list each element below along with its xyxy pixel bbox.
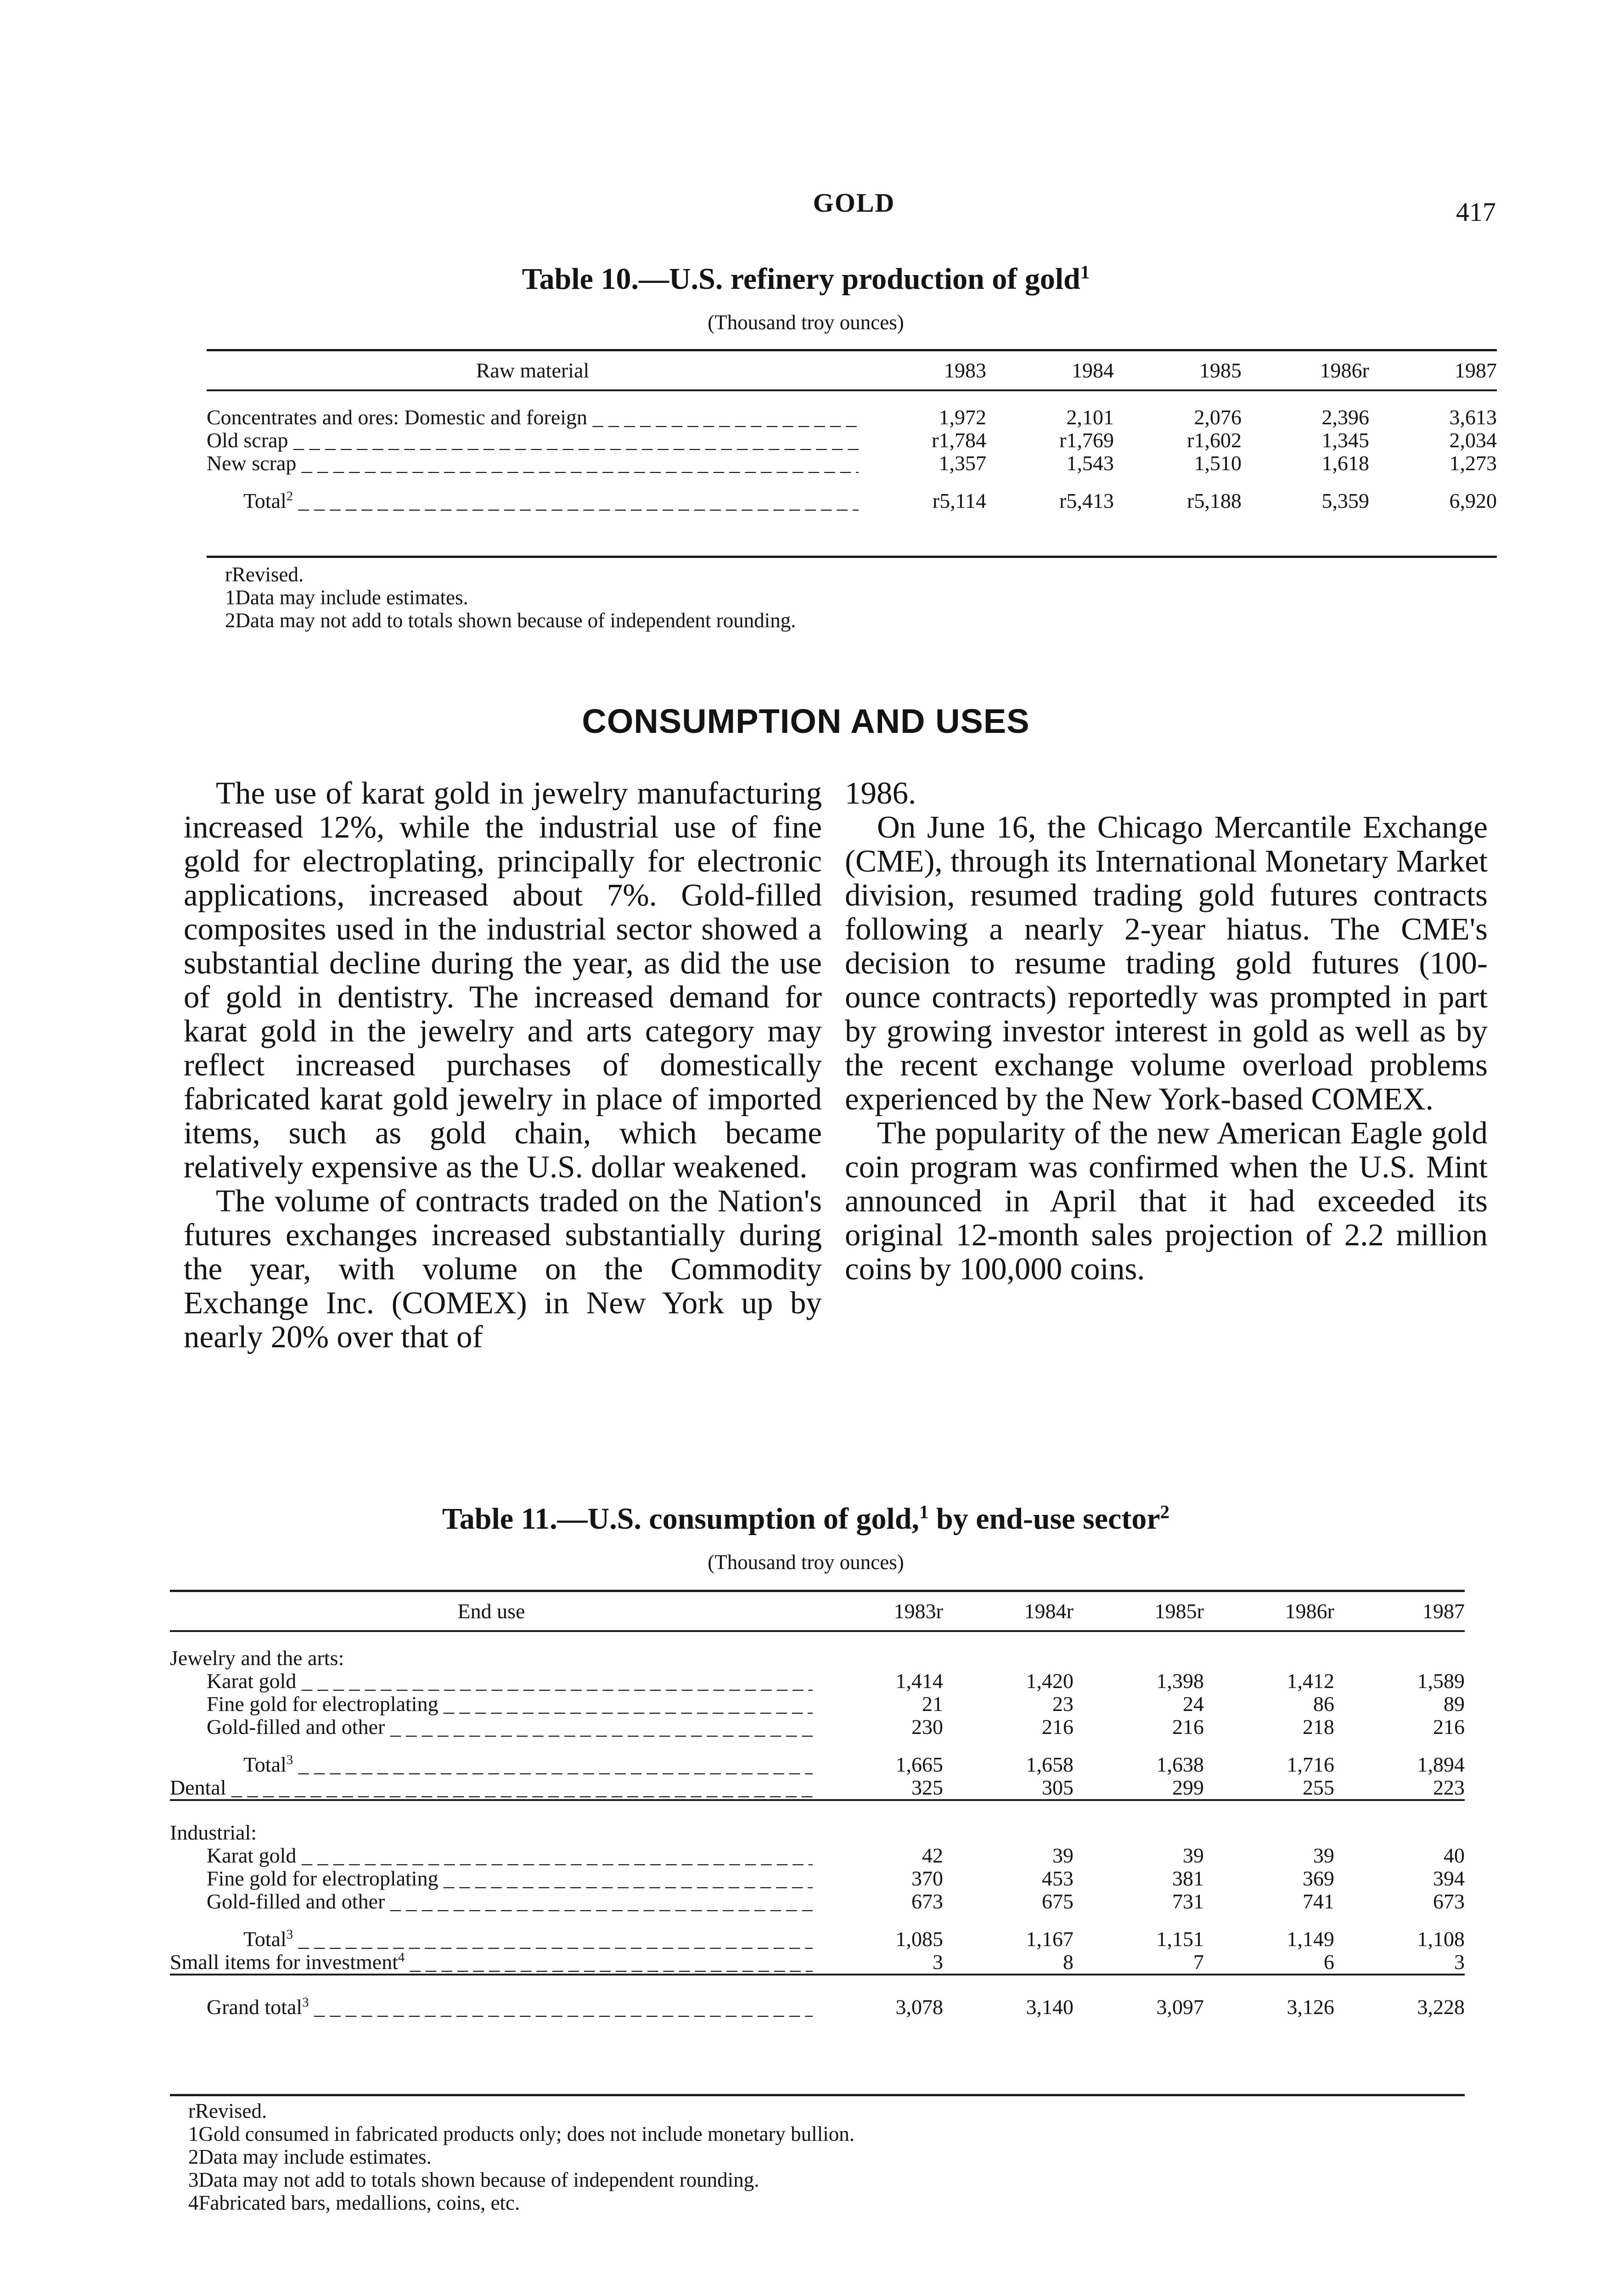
cell: 1,398 <box>1156 1669 1204 1693</box>
table10 <box>207 353 1497 512</box>
table-row <box>207 390 1497 429</box>
total-label: Total$^3$ _ _ _ <box>170 1913 813 1951</box>
group-label: Industrial: <box>170 1800 1465 1844</box>
cell: 3,140 <box>943 1975 1073 2019</box>
cell: 1,618 <box>1321 451 1369 475</box>
footnote: 4Fabricated bars, medallions, coins, etc. <box>188 2191 520 2214</box>
cell: 89 <box>1444 1692 1465 1716</box>
table11-bottom-rule <box>170 2094 1465 2096</box>
table11-top-rule <box>170 1590 1465 1592</box>
paragraph: 1986. <box>845 776 916 810</box>
table-row <box>170 1693 1465 1716</box>
footnote: 3Data may not add to totals shown because of independent rounding. <box>188 2168 759 2191</box>
cell: 3,078 <box>813 1975 943 2019</box>
cell: 1,149 <box>1287 1927 1334 1951</box>
cell: 1,589 <box>1417 1669 1465 1693</box>
cell: 216 <box>1042 1715 1073 1739</box>
footnote: 2Data may not add to totals shown because of independent rounding. <box>225 609 796 632</box>
row-label: Fine gold for electroplating _ _ _ <box>170 1693 813 1716</box>
total-row <box>170 1913 1465 1951</box>
cell: 1,972 <box>859 390 986 429</box>
page-number: 417 <box>1456 197 1496 227</box>
table-row <box>207 452 1497 475</box>
cell: 370 <box>911 1867 943 1890</box>
table-row <box>170 1776 1465 1800</box>
cell: r5,114 <box>932 489 986 512</box>
cell: 305 <box>1042 1776 1073 1799</box>
cell: 673 <box>911 1890 943 1913</box>
cell: 731 <box>1172 1890 1204 1913</box>
cell: 42 <box>922 1844 943 1867</box>
cell: 1,638 <box>1156 1753 1204 1776</box>
cell: 21 <box>922 1692 943 1716</box>
cell: 24 <box>1183 1692 1204 1716</box>
row-label: Karat gold _ _ _ <box>170 1670 813 1693</box>
paragraph: The popularity of the new American Eagle gold coin program was confirmed when the U.S. Mint announced in April that it had exceeded its original 12-month sales projection of 2.2 million coins by 100,000 coins. <box>845 1115 1488 1286</box>
table11-subtitle: (Thousand troy ounces) <box>708 1551 904 1574</box>
cell: 23 <box>1052 1692 1073 1716</box>
cell: r1,769 <box>1059 428 1114 452</box>
cell: 218 <box>1303 1715 1334 1739</box>
grand-total-label: Grand total$^3$ _ _ _ <box>170 1975 813 2019</box>
table11 <box>170 1593 1465 2019</box>
cell: r1,784 <box>932 428 986 452</box>
table-row <box>170 1890 1465 1913</box>
table10-footnotes <box>225 563 796 632</box>
table11-year: 1986r <box>1285 1599 1334 1623</box>
cell: 40 <box>1444 1844 1465 1867</box>
cell: 675 <box>1042 1890 1073 1913</box>
table10-year: 1986r <box>1320 359 1369 382</box>
section-heading: CONSUMPTION AND USES <box>582 702 1030 740</box>
cell: 673 <box>1433 1890 1465 1913</box>
cell: 255 <box>1303 1776 1334 1799</box>
cell: 1,420 <box>1026 1669 1073 1693</box>
table10-col-header: Raw material <box>476 359 590 382</box>
cell: 741 <box>1303 1890 1334 1913</box>
cell: 1,665 <box>895 1753 943 1776</box>
table11-year: 1985r <box>1154 1599 1204 1623</box>
cell: 216 <box>1172 1715 1204 1739</box>
cell: 2,101 <box>986 390 1114 429</box>
cell: 5,359 <box>1321 489 1369 512</box>
table11-col-header: End use <box>457 1599 525 1623</box>
paragraph: The use of karat gold in jewelry manufacturing increased 12%, while the industrial use of fine gold for electroplating, principally for electronic applications, increased about 7%. Gold-filled composites used in the industrial sector showed a substantial decline during the year, as did the use of gold in dentistry. The increased demand for karat gold in the jewelry and arts category may reflect increased purchases of domestically fabricated karat gold jewelry in place of imported items, such as gold chain, which became relatively expensive as the U.S. dollar weakened. <box>184 776 822 1184</box>
table-row <box>170 1951 1465 1975</box>
table11-footnotes <box>188 2099 854 2214</box>
body-right-column <box>845 776 1488 1286</box>
cell: r5,188 <box>1187 489 1242 512</box>
paragraph: The volume of contracts traded on the Nation's futures exchanges increased substantially during the year, with volume on the Commodity Exchange Inc. (COMEX) in New York up by nearly 20% over that of <box>184 1183 822 1354</box>
cell: 2,076 <box>1114 390 1242 429</box>
row-label: Small items for investment$^4$ _ _ _ <box>170 1951 813 1975</box>
cell: 1,345 <box>1321 428 1369 452</box>
body-left-column <box>184 776 822 1354</box>
cell: 39 <box>1313 1844 1334 1867</box>
cell: 3 <box>933 1950 943 1974</box>
table-row <box>170 1670 1465 1693</box>
cell: 1,414 <box>895 1669 943 1693</box>
table11-year: 1987 <box>1422 1599 1465 1623</box>
footnote: 1Data may include estimates. <box>225 586 468 609</box>
cell: 1,412 <box>1287 1669 1334 1693</box>
cell: 3,613 <box>1369 390 1497 429</box>
row-label: New scrap _ _ _ <box>207 452 859 475</box>
cell: 1,357 <box>939 451 986 475</box>
cell: 3,097 <box>1073 1975 1204 2019</box>
total-label: Total$^2$ _ _ _ <box>207 475 859 512</box>
paragraph: On June 16, the Chicago Mercantile Exchange (CME), through its International Monetary Market division, resumed trading gold futures contracts following a nearly 2-year hiatus. The CME's decision to resume trading gold futures (100-ounce contracts) reportedly was prompted in part by growing investor interest in gold as well as by the recent exchange volume overload problems experienced by the New York-based COMEX. <box>845 810 1488 1116</box>
cell: 1,167 <box>1026 1927 1073 1951</box>
cell: 1,658 <box>1026 1753 1073 1776</box>
cell: r5,413 <box>1059 489 1114 512</box>
cell: r1,602 <box>1187 428 1242 452</box>
grand-total-row <box>170 1975 1465 2019</box>
row-label: Fine gold for electroplating _ _ _ <box>170 1867 813 1890</box>
cell: 39 <box>1052 1844 1073 1867</box>
footnote: 1Gold consumed in fabricated products only; does not include monetary bullion. <box>188 2122 854 2145</box>
cell: 394 <box>1433 1867 1465 1890</box>
cell: 6 <box>1324 1950 1334 1974</box>
cell: 381 <box>1172 1867 1204 1890</box>
cell: 1,273 <box>1449 451 1497 475</box>
table11-year: 1983r <box>894 1599 943 1623</box>
cell: 3 <box>1454 1950 1465 1974</box>
footnote: 2Data may include estimates. <box>188 2145 432 2168</box>
row-label: Karat gold _ _ _ <box>170 1844 813 1867</box>
total-row <box>207 475 1497 512</box>
table10-year: 1987 <box>1455 359 1497 382</box>
cell: 1,108 <box>1417 1927 1465 1951</box>
cell: 3,126 <box>1204 1975 1334 2019</box>
footnote: rRevised. <box>225 563 304 586</box>
cell: 1,510 <box>1194 451 1242 475</box>
cell: 1,543 <box>1066 451 1114 475</box>
cell: 2,034 <box>1449 428 1497 452</box>
row-label: Gold-filled and other _ _ _ <box>170 1716 813 1739</box>
cell: 1,716 <box>1287 1753 1334 1776</box>
running-title: GOLD <box>813 188 895 218</box>
table10-year: 1985 <box>1199 359 1242 382</box>
table10-top-rule <box>207 349 1497 351</box>
table10-year: 1984 <box>1072 359 1114 382</box>
cell: 6,920 <box>1449 489 1497 512</box>
cell: 86 <box>1313 1692 1334 1716</box>
total-label: Total$^3$ _ _ _ <box>170 1739 813 1776</box>
table-row <box>170 1716 1465 1739</box>
table11-title: Table 11.—U.S. consumption of gold,$^1$ by end-use sector$^2$ <box>442 1502 1170 1536</box>
cell: 453 <box>1042 1867 1073 1890</box>
table10-bottom-rule <box>207 556 1497 558</box>
cell: 1,151 <box>1156 1927 1204 1951</box>
table10-title: Table 10.—U.S. refinery production of gold$^1$ <box>522 262 1090 296</box>
row-label: Old scrap _ _ _ <box>207 429 859 452</box>
cell: 2,396 <box>1242 390 1369 429</box>
cell: 216 <box>1433 1715 1465 1739</box>
cell: 299 <box>1172 1776 1204 1799</box>
total-row <box>170 1739 1465 1776</box>
cell: 1,894 <box>1417 1753 1465 1776</box>
cell: 7 <box>1193 1950 1204 1974</box>
group-heading <box>170 1800 1465 1844</box>
cell: 8 <box>1063 1950 1073 1974</box>
cell: 369 <box>1303 1867 1334 1890</box>
table11-year: 1984r <box>1024 1599 1073 1623</box>
table10-year: 1983 <box>944 359 986 382</box>
cell: 230 <box>911 1715 943 1739</box>
row-label: Concentrates and ores: Domestic and foreign _ _ _ <box>207 390 859 429</box>
table-row <box>170 1867 1465 1890</box>
table-row <box>170 1844 1465 1867</box>
table10-subtitle: (Thousand troy ounces) <box>708 311 904 334</box>
group-label: Jewelry and the arts: <box>170 1631 1465 1670</box>
cell: 39 <box>1183 1844 1204 1867</box>
row-label: Gold-filled and other _ _ _ <box>170 1890 813 1913</box>
table10-header-row <box>207 353 1497 390</box>
table11-header-row <box>170 1593 1465 1631</box>
cell: 325 <box>911 1776 943 1799</box>
group-heading <box>170 1631 1465 1670</box>
table-row <box>207 429 1497 452</box>
cell: 1,085 <box>895 1927 943 1951</box>
cell: 223 <box>1433 1776 1465 1799</box>
row-label: Dental _ _ _ <box>170 1776 813 1800</box>
cell: 3,228 <box>1334 1975 1465 2019</box>
footnote: rRevised. <box>188 2099 267 2122</box>
